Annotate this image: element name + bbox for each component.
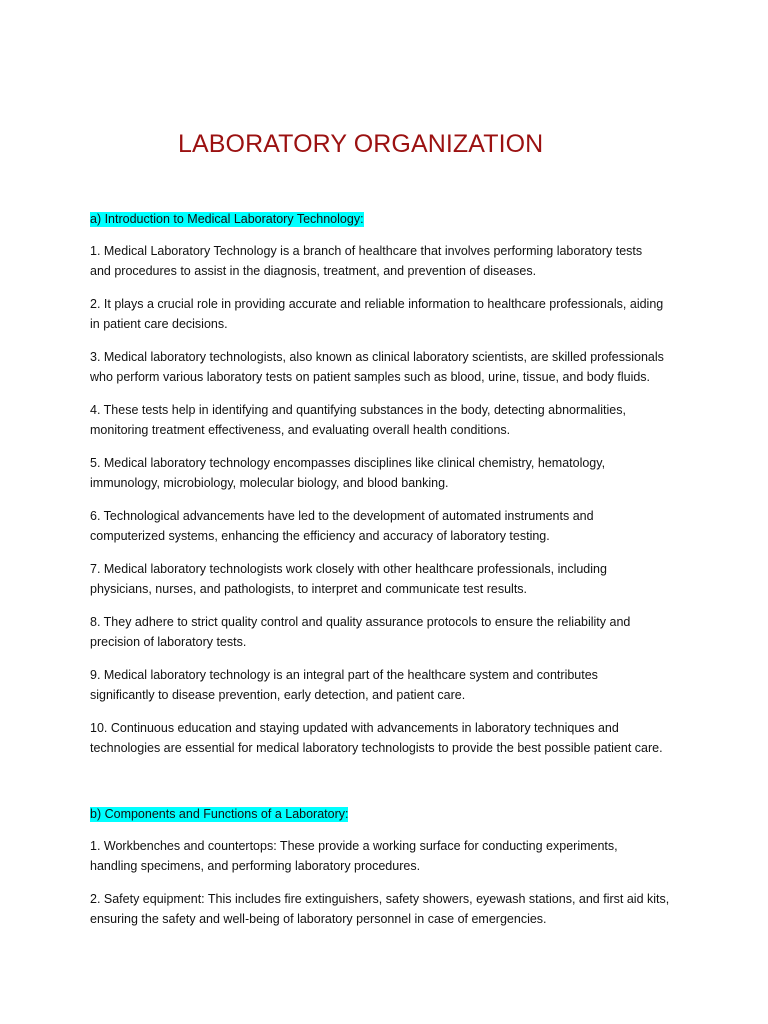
paragraph-line: immunology, microbiology, molecular biology, and blood banking. [90, 476, 449, 490]
paragraph-line: 1. Medical Laboratory Technology is a branch of healthcare that involves performing laboratory tests [90, 244, 643, 258]
paragraph-line: computerized systems, enhancing the efficiency and accuracy of laboratory testing. [90, 529, 550, 543]
section-a-paragraph-10 [90, 718, 690, 758]
section-a-paragraph-9 [90, 665, 690, 705]
paragraph-line: 4. These tests help in identifying and quantifying substances in the body, detecting abnormalities, [90, 403, 626, 417]
section-a-paragraph-1 [90, 241, 690, 281]
section-b-heading-text: b) Components and Functions of a Laboratory: [90, 807, 349, 821]
paragraph-line: ensuring the safety and well-being of laboratory personnel in case of emergencies. [90, 912, 547, 926]
paragraph-line: 3. Medical laboratory technologists, also known as clinical laboratory scientists, are skilled professionals [90, 350, 664, 364]
paragraph-line: 7. Medical laboratory technologists work closely with other healthcare professionals, including [90, 562, 607, 576]
section-b-heading [90, 804, 690, 824]
paragraph-line: 5. Medical laboratory technology encompasses disciplines like clinical chemistry, hematology, [90, 456, 606, 470]
section-a-paragraph-3 [90, 347, 690, 387]
paragraph-line: 10. Continuous education and staying updated with advancements in laboratory techniques and [90, 721, 619, 735]
section-a-paragraph-2 [90, 294, 690, 334]
paragraph-line: 2. Safety equipment: This includes fire extinguishers, safety showers, eyewash stations, and first aid kits, [90, 892, 670, 906]
section-a-paragraph-8 [90, 612, 690, 652]
document-title: LABORATORY ORGANIZATION [178, 130, 544, 158]
section-a-paragraph-7 [90, 559, 690, 599]
paragraph-line: monitoring treatment effectiveness, and evaluating overall health conditions. [90, 423, 511, 437]
section-b-paragraph-2 [90, 889, 690, 929]
section-a-paragraph-6 [90, 506, 690, 546]
paragraph-line: significantly to disease prevention, early detection, and patient care. [90, 688, 466, 702]
paragraph-line: 8. They adhere to strict quality control and quality assurance protocols to ensure the reliability and [90, 615, 631, 629]
section-a-paragraph-5 [90, 453, 690, 493]
paragraph-line: 6. Technological advancements have led to the development of automated instruments and [90, 509, 594, 523]
paragraph-line: who perform various laboratory tests on patient samples such as blood, urine, tissue, and body fluids. [90, 370, 651, 384]
paragraph-line: precision of laboratory tests. [90, 635, 247, 649]
section-a-heading [90, 209, 690, 229]
paragraph-line: 9. Medical laboratory technology is an integral part of the healthcare system and contributes [90, 668, 598, 682]
paragraph-line: physicians, nurses, and pathologists, to interpret and communicate test results. [90, 582, 528, 596]
paragraph-line: and procedures to assist in the diagnosis, treatment, and prevention of diseases. [90, 264, 537, 278]
section-a-paragraph-4 [90, 400, 690, 440]
paragraph-line: 1. Workbenches and countertops: These provide a working surface for conducting experiments, [90, 839, 618, 853]
document-body [90, 209, 690, 942]
paragraph-line: technologies are essential for medical laboratory technologists to provide the best possible patient care. [90, 741, 663, 755]
paragraph-line: 2. It plays a crucial role in providing accurate and reliable information to healthcare professionals, aiding [90, 297, 664, 311]
paragraph-line: in patient care decisions. [90, 317, 228, 331]
section-b-paragraph-1 [90, 836, 690, 876]
section-a-heading-text: a) Introduction to Medical Laboratory Technology: [90, 212, 364, 226]
section-spacer [90, 771, 690, 804]
paragraph-line: handling specimens, and performing laboratory procedures. [90, 859, 421, 873]
